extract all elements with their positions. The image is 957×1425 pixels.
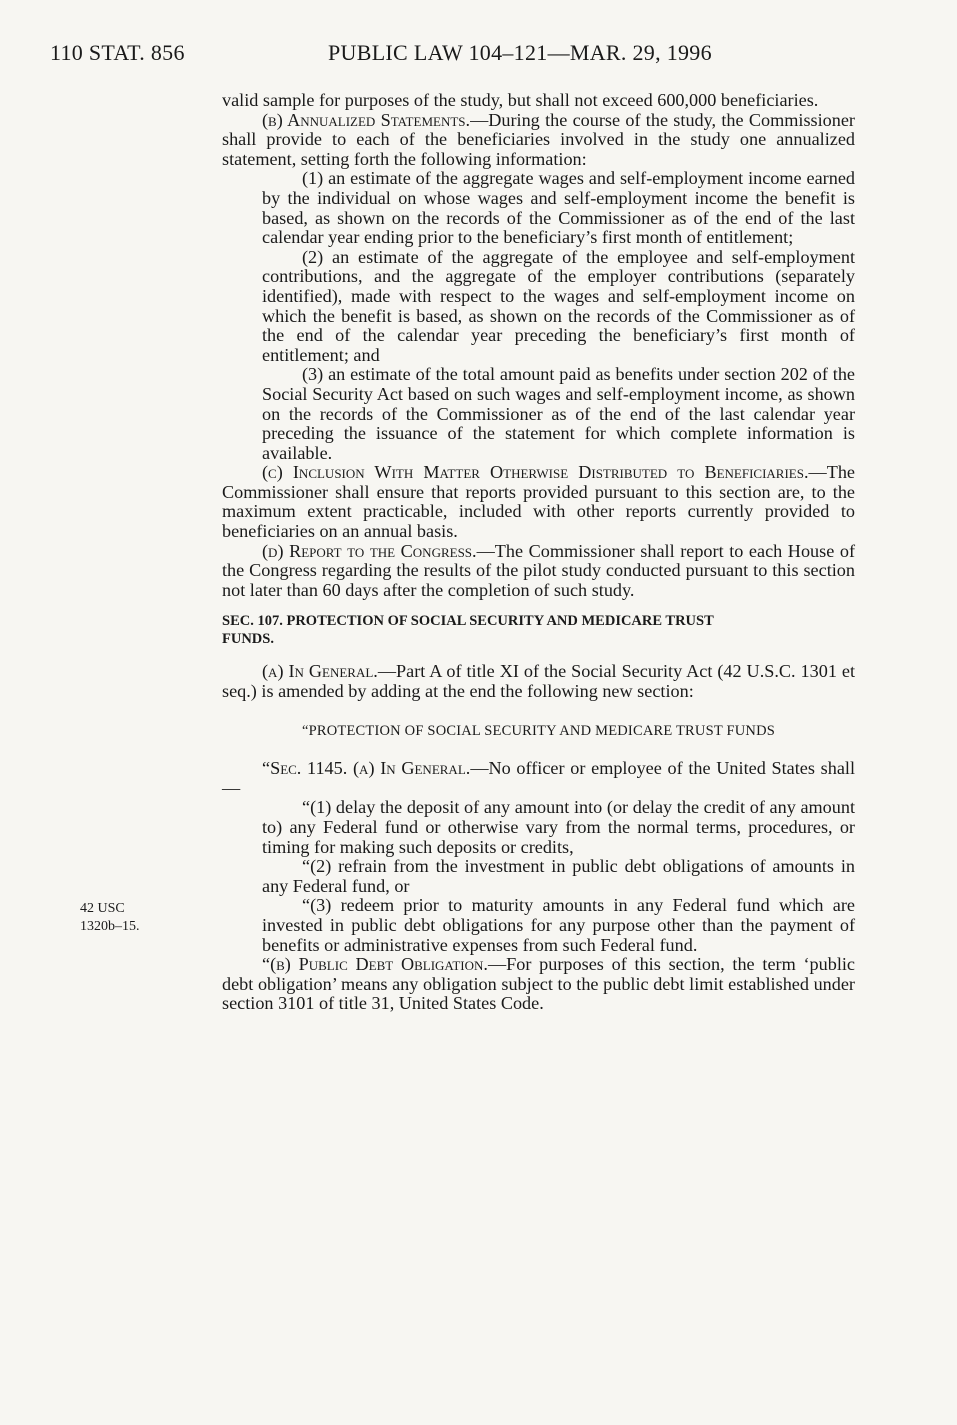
margin-citation-line-2: 1320b–15. (80, 919, 140, 934)
subsection-d (222, 542, 855, 601)
intro-paragraph: valid sample for purposes of the study, but shall not exceed 600,000 beneficiaries. (222, 90, 819, 110)
subsection-c-text: —The Commissioner shall ensure that reports provided pursuant to this section are, to the maximum extent practicable, included with other reports currently provided to beneficiaries on an annual basis. (222, 462, 855, 542)
public-law-citation: PUBLIC LAW 104–121—MAR. 29, 1996 (328, 40, 712, 65)
section-107-title-line-2: FUNDS. (222, 631, 274, 648)
subsection-a-heading: (a) In General. (262, 661, 378, 682)
subsection-a (222, 662, 855, 701)
section-107-label: SEC. 107. (222, 613, 283, 630)
margin-citation (80, 900, 200, 936)
subsection-b-heading: (b) Annualized Statements. (262, 109, 471, 130)
section-1145-b-text: —For purposes of this section, the term ‘public debt obligation’ means any obligation subject to the public debt limit established under section 3101 of title 31, United States Code. (222, 954, 855, 1014)
new-section-title: “PROTECTION OF SOCIAL SECURITY AND MEDICARE TRUST FUNDS (301, 722, 776, 739)
subsection-d-text: —The Commissioner shall report to each House of the Congress regarding the results of the pilot study conducted pursuant to this section not later than 60 days after the completion of such study. (222, 540, 855, 600)
section-1145-a (222, 759, 855, 798)
section-1145-item-1: “(1) delay the deposit of any amount into (or delay the credit of any amount to) any Federal fund or otherwise vary from the normal terms, procedures, or timing for making such deposits or credits, (262, 797, 855, 857)
subsection-b (222, 111, 855, 170)
statute-page-number: 110 STAT. 856 (50, 40, 185, 65)
paragraph-b3: (3) an estimate of the total amount paid as benefits under section 202 of the Social Security Act based on such wages and self-employment income, as shown on the records of the Commissioner as of the end of the last calendar year preceding the issuance of the statement for which complete information is available. (262, 364, 855, 463)
subsection-c-heading: (c) Inclusion With Matter Otherwise Distributed to Beneficiaries. (262, 462, 809, 483)
subsection-b-text: —During the course of the study, the Commissioner shall provide to each of the beneficiaries involved in the study one annualized statement, setting forth the following information: (222, 109, 855, 169)
section-1145-text: —No officer or employee of the United States shall— (222, 758, 855, 798)
subsection-d-heading: (d) Report to the Congress. (262, 540, 477, 561)
body-text (222, 91, 855, 1014)
section-1145-heading: “Sec. 1145. (a) In General. (262, 758, 471, 779)
paragraph-b2: (2) an estimate of the aggregate of the employee and self-employment contributions, and the aggregate of the employer contributions (separately identified), made with respect to the wages and self-employment income on which the benefit is based, as shown on the records of the Commissioner as of the end of the calendar year preceding the beneficiary’s first month of entitlement; and (262, 246, 855, 365)
section-107-title-line-1: PROTECTION OF SOCIAL SECURITY AND MEDICARE TRUST (286, 613, 714, 630)
section-1145-b-heading: “(b) Public Debt Obligation. (262, 954, 488, 975)
section-1145-b (222, 955, 855, 1014)
section-107-heading (222, 612, 855, 648)
section-1145-item-3: “(3) redeem prior to maturity amounts in any Federal fund which are invested in public debt obligations for any purpose other than the payment of benefits or administrative expenses from such Federal fund. (262, 895, 855, 955)
section-1145-item-2: “(2) refrain from the investment in public debt obligations of amounts in any Federal fund, or (262, 856, 855, 896)
paragraph-b1: (1) an estimate of the aggregate wages and self-employment income earned by the individual on whose wages and self-employment income the benefit is based, as shown on the records of the Commissioner as of the end of the last calendar year ending prior to the beneficiary’s first month of entitlement; (262, 168, 855, 248)
subsection-a-text: —Part A of title XI of the Social Security Act (42 U.S.C. 1301 et seq.) is amended by adding at the end the following new section: (222, 661, 855, 702)
subsection-c (222, 463, 855, 541)
margin-citation-line-1: 42 USC (80, 901, 125, 916)
